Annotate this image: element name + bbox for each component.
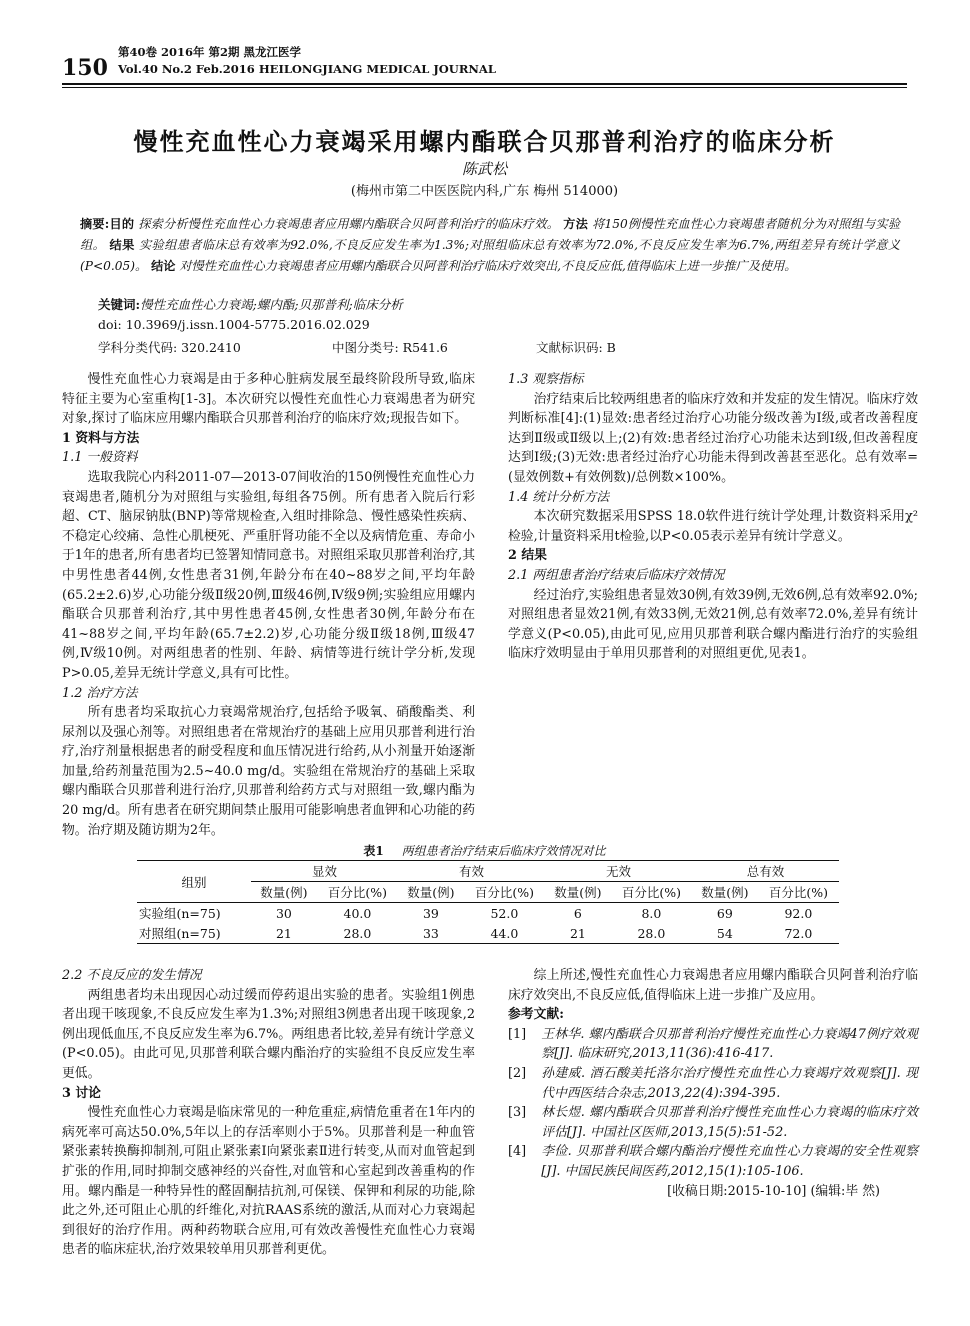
reference-text: 王林华. 螺内酯联合贝那普利治疗慢性充血性心力衰竭47例疗效观察[J]. 临床研究,2013,11(36):416-417. — [541, 1026, 918, 1062]
abstract-objective: 探索分析慢性充血性心力衰竭患者应用螺内酯联合贝阿普利治疗的临床疗效。 — [138, 217, 560, 231]
table-subheader: 数量(例) — [545, 882, 611, 903]
running-header — [118, 44, 496, 78]
paragraph-1-4: 本次研究数据采用SPSS 18.0软件进行统计学处理,计数资料采用χ²检验,计量资料采用t检验,以P<0.05表示差异有统计学意义。 — [508, 509, 918, 544]
paragraph-2-1: 经过治疗,实验组患者显效30例,有效39例,无效6例,总有效率92.0%;对照组患者显效21例,有效33例,无效21例,总有效率72.0%,差异有统计学意义(P<0.05),由此可见,应用贝那普利联合螺内酯进行治疗的实验组临床疗效明显由于单用贝那普利的对照组更优,见表1。 — [508, 587, 918, 662]
table-row — [137, 923, 839, 944]
paragraph-3-discussion: 慢性充血性心力衰竭是临床常见的一种危重症,病情危重者在1年内的病死率可高达50.0%,5年以上的存活率则小于5%。贝那普利是一种血管紧张素转换酶抑制剂,可阻止紧张素Ⅰ向紧张素Ⅱ进行转变,从而对血管起到扩张的作用,同时抑制交感神经的兴奋性,对血管和心室起到改善重构的作用。螺内酯是一种特异性的醛固酮拮抗剂,可保镁、保钾和利尿的功能,除此之外,还可阻止心肌的纤维化,对抗RAAS系统的激活,从而对心力衰竭起到很好的治疗作用。两种药物联合应用,可有效改善慢性充血性心力衰竭患者的临床症状,治疗效果较单用贝那普利更优。 — [62, 1105, 475, 1258]
page-number: 150 — [62, 55, 108, 81]
table-row-group: 实验组(n=75) — [139, 906, 221, 921]
abstract-method: 将150例慢性充血性心力衰竭患者随机分为对照组与实验组。 — [80, 217, 901, 252]
section-heading-1: 1 资料与方法 — [62, 430, 140, 446]
section-heading-2-1: 2.1 两组患者治疗结束后临床疗效情况 — [508, 567, 725, 583]
paragraph-1-1: 选取我院心内科2011-07—2013-07间收治的150例慢性充血性心力衰竭患者,随机分为对照组与实验组,每组各75例。所有患者入院后行彩超、CT、脑尿钠肽(BNP)等常规检查,入组时排除急、慢性感染性疾病、不稳定心绞痛、急性心肌梗死、严重肝肾功能不全以及病情危重、寿命小于1年的患者,所有患者均已签署知情同意书。对照组采取贝那普利治疗,其中男性患者44例,女性患者31例,年龄分布在40~88岁之间,平均年龄(65.2±2.6)岁,心功能分级Ⅱ级20例,Ⅲ级46例,Ⅳ级9例;实验组应用螺内酯联合贝那普利治疗,其中男性患者45例,女性患者30例,年龄分布在41~88岁之间,平均年龄(65.7±2.2)岁,心功能分级Ⅱ级18例,Ⅲ级47例,Ⅳ级10例。对两组患者的性别、年龄、病情等进行统计学分析,发现P>0.05,差异无统计学意义,具有可比性。 — [62, 469, 475, 681]
affiliation: (梅州市第二中医医院内科,广东 梅州 514000) — [350, 184, 619, 199]
table-cell: 52.0 — [490, 905, 519, 921]
subject-code: 学科分类代码: 320.2410 — [98, 340, 241, 355]
section-heading-3: 3 讨论 — [62, 1085, 101, 1101]
intro-paragraph: 慢性充血性心力衰竭是由于多种心脏病发展至最终阶段所导致,临床特征主要为心室重构[1-3]。本次研究以慢性充血性心力衰竭患者为研究对象,探讨了临床应用螺内酯联合贝那普利治疗的临床疗效;现报告如下。 — [62, 372, 475, 427]
body-column-left-lower — [62, 966, 475, 1260]
table-subheader: 百分比(%) — [758, 882, 839, 903]
classification — [98, 338, 818, 356]
table-cell: 39 — [422, 905, 439, 921]
section-heading-2: 2 结果 — [508, 548, 547, 564]
reference-item — [508, 1142, 918, 1181]
table-header-marked: 显效 — [251, 861, 398, 882]
author: 陈武松 — [461, 160, 507, 178]
section-heading-1-4: 1.4 统计分析方法 — [508, 489, 610, 505]
table-caption — [62, 842, 907, 859]
table-cell: 92.0 — [784, 905, 813, 921]
abstract-method-label: 方法 — [563, 217, 589, 231]
references-heading: 参考文献: — [508, 1007, 564, 1023]
table-cell: 72.0 — [758, 923, 839, 944]
table-cell: 21 — [251, 923, 317, 944]
table-cell: 28.0 — [317, 923, 398, 944]
table-number: 表1 — [363, 844, 384, 858]
section-heading-1-1: 1.1 一般资料 — [62, 450, 138, 466]
abstract-label: 摘要: — [80, 217, 110, 231]
running-header-en: Vol.40 No.2 Feb.2016 HEILONGJIANG MEDICAL JOURNAL — [118, 62, 496, 76]
table-subheader: 百分比(%) — [611, 882, 692, 903]
abstract-result: 实验组患者临床总有效率为92.0%,不良反应发生率为1.3%;对照组临床总有效率为72.0%,不良反应发生率为6.7%,两组差异有统计学意义(P<0.05)。 — [80, 238, 901, 273]
table-header-ineffective: 无效 — [545, 861, 692, 882]
table-subheader: 数量(例) — [398, 882, 464, 903]
table-header-total: 总有效 — [692, 861, 839, 882]
reference-text: 孙建威. 酒石酸美托洛尔治疗慢性充血性心力衰竭疗效观察[J]. 现代中西医结合杂志,2013,22(4):394-395. — [541, 1065, 918, 1101]
running-header-cn: 第40卷 2016年 第2期 黑龙江医学 — [118, 45, 302, 59]
table-cell: 40.0 — [343, 905, 372, 921]
section-heading-1-2: 1.2 治疗方法 — [62, 685, 138, 701]
header-rule-thin — [62, 87, 907, 88]
table-row-group: 对照组(n=75) — [137, 923, 251, 944]
table-cell: 44.0 — [464, 923, 545, 944]
reference-item — [508, 1025, 918, 1064]
paragraph-3-conclusion: 综上所述,慢性充血性心力衰竭患者应用螺内酯联合贝阿普利治疗临床疗效突出,不良反应低,值得临床上进一步推广及应用。 — [508, 968, 918, 1003]
body-column-left-upper — [62, 370, 475, 840]
document-code: 文献标识码: B — [535, 340, 616, 355]
keywords-text: 慢性充血性心力衰竭;螺内酯;贝那普利;临床分析 — [140, 297, 403, 312]
table-subheader: 百分比(%) — [464, 882, 545, 903]
table-title: 两组患者治疗结束后临床疗效情况对比 — [401, 844, 606, 858]
reference-number: [4] — [508, 1144, 527, 1160]
abstract-conclusion: 对慢性充血性心力衰竭患者应用螺内酯联合贝阿普利治疗临床疗效突出,不良反应低,值得临床上进一步推广及使用。 — [179, 259, 797, 273]
reference-number: [2] — [508, 1065, 527, 1081]
table-cell: 6 — [573, 905, 582, 921]
table-subheader: 数量(例) — [251, 882, 317, 903]
table-cell: 8.0 — [641, 905, 662, 921]
table-row — [137, 903, 839, 924]
section-heading-1-3: 1.3 观察指标 — [508, 372, 584, 387]
efficacy-table — [137, 860, 839, 944]
reference-item — [508, 1064, 918, 1103]
keywords-label: 关键词: — [98, 297, 141, 312]
header-rule — [62, 83, 907, 85]
abstract-objective-label: 目的 — [109, 217, 135, 231]
article-title: 慢性充血性心力衰竭采用螺内酯联合贝那普利治疗的临床分析 — [133, 127, 836, 156]
paragraph-1-2: 所有患者均采取抗心力衰竭常规治疗,包括给予吸氧、硝酸酯类、利尿剂以及强心剂等。对照组患者在常规治疗的基础上应用贝那普利进行治疗,治疗剂量根据患者的耐受程度和血压情况进行给药,从小剂量开始逐渐加量,给药剂量范围为2.5~40.0 mg/d。实验组在常规治疗的基础上采取螺内酯联合贝那普利进行治疗,贝那普利给药方式与对照组一致,螺内酯为20 mg/d。所有患者在研究期间禁止服用可能影响患者血钾和心功能的药物。治疗期及随访期为2年。 — [62, 705, 475, 838]
table-cell: 69 — [716, 905, 733, 921]
reference-text: 李俭. 贝那普利联合螺内酯治疗慢性充血性心力衰竭的安全性观察[J]. 中国民族民间医药,2012,15(1):105-106. — [541, 1144, 918, 1179]
abstract-conclusion-label: 结论 — [151, 259, 176, 273]
reference-text: 林长煜. 螺内酯联合贝那普利治疗慢性充血性心力衰竭的临床疗效评估[J]. 中国社区医师,2013,15(5):51-52. — [541, 1105, 918, 1140]
table-header-effective: 有效 — [398, 861, 545, 882]
body-column-right-lower — [508, 966, 918, 1201]
table-subheader: 百分比(%) — [317, 882, 398, 903]
reference-number: [3] — [508, 1105, 527, 1121]
table-cell: 28.0 — [611, 923, 692, 944]
table-header-group: 组别 — [137, 861, 251, 903]
reference-number: [1] — [508, 1026, 527, 1042]
table-subheader: 数量(例) — [692, 882, 758, 903]
clc-number: 中图分类号: R541.6 — [331, 340, 448, 355]
reference-item — [508, 1103, 918, 1142]
doi: doi: 10.3969/j.issn.1004-5775.2016.02.029 — [98, 317, 370, 332]
body-column-right-upper — [508, 370, 918, 664]
table-cell: 54 — [692, 923, 758, 944]
received-date: [收稿日期:2015-10-10] (编辑:毕 然) — [667, 1183, 880, 1199]
keywords — [98, 295, 403, 313]
paragraph-1-3: 治疗结束后比较两组患者的临床疗效和并发症的发生情况。临床疗效判断标准[4]:(1)显效:患者经过治疗心功能分级改善为Ⅰ级,或者改善程度达到Ⅱ级或Ⅱ级以上;(2)有效:患者经过治疗心功能未达到Ⅰ级,但改善程度达到Ⅰ级;(3)无效:患者经过治疗心功能未得到改善甚至恶化。总有效率=(显效例数+有效例数)/总例数×100%。 — [508, 391, 918, 485]
paragraph-2-2: 两组患者均未出现因心动过缓而停药退出实验的患者。实验组1例患者出现干咳现象,不良反应发生率为1.3%;对照组3例患者出现干咳现象,2例出现低血压,不良反应发生率为6.7%。两组患者比较,差异有统计学意义(P<0.05)。由此可见,贝那普利联合螺内酯治疗的实验组不良反应发生率更低。 — [62, 987, 475, 1081]
abstract-result-label: 结果 — [109, 238, 135, 252]
table-header-row — [137, 861, 839, 882]
table-cell: 33 — [398, 923, 464, 944]
section-heading-2-2: 2.2 不良反应的发生情况 — [62, 968, 202, 983]
abstract — [80, 214, 900, 277]
table-cell: 21 — [545, 923, 611, 944]
table-cell: 30 — [275, 905, 292, 921]
